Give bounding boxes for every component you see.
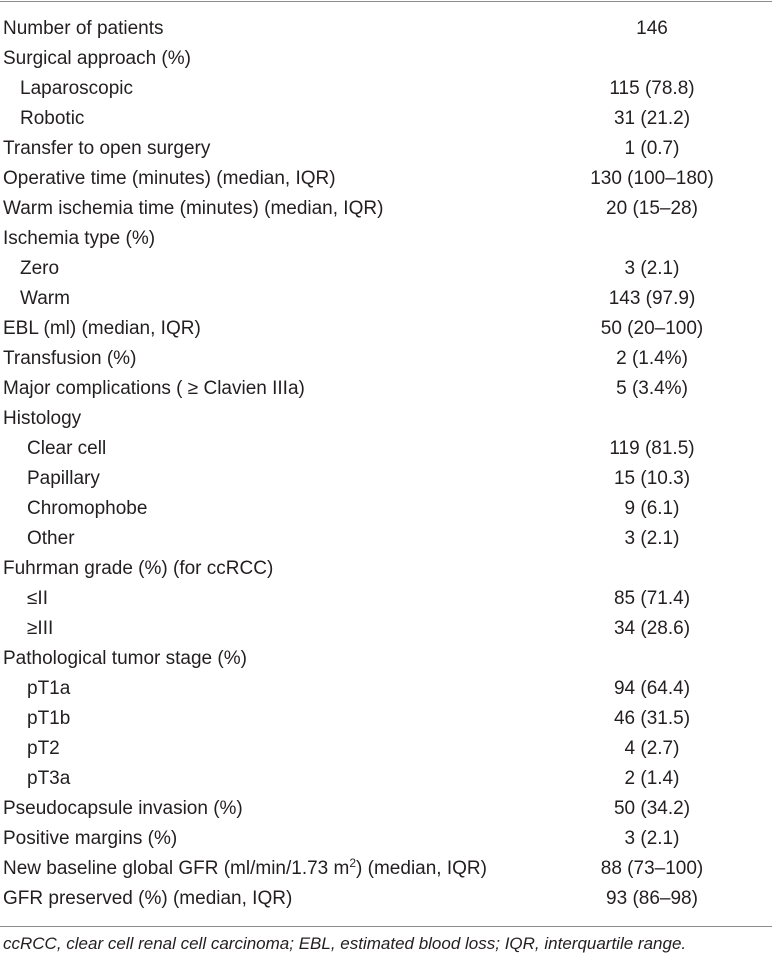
table-row xyxy=(0,314,772,344)
table-top-rule xyxy=(0,1,772,2)
row-value: 3 (2.1) xyxy=(624,258,680,279)
table-row xyxy=(0,584,772,614)
table-row xyxy=(0,344,772,374)
row-label: Pseudocapsule invasion (%) xyxy=(3,798,243,819)
row-value: 3 (2.1) xyxy=(624,828,680,849)
row-value: 5 (3.4%) xyxy=(616,378,688,399)
table-row xyxy=(0,164,772,194)
row-value: 85 (71.4) xyxy=(613,588,691,609)
row-value: 88 (73–100) xyxy=(600,858,704,879)
row-label: Warm xyxy=(20,288,70,309)
table-row xyxy=(0,224,772,254)
table-row xyxy=(0,14,772,44)
row-value: 115 (78.8) xyxy=(609,78,695,99)
row-label: Pathological tumor stage (%) xyxy=(3,648,247,669)
row-label: Robotic xyxy=(20,108,85,129)
row-label xyxy=(0,854,522,884)
table-footnote: ccRCC, clear cell renal cell carcinoma; EBL, estimated blood loss; IQR, interquartile range. xyxy=(3,934,687,953)
table-row xyxy=(0,794,772,824)
row-label: Surgical approach (%) xyxy=(3,48,191,69)
row-value: 20 (15–28) xyxy=(606,198,698,219)
table-row xyxy=(0,764,772,794)
table-row xyxy=(0,134,772,164)
row-label-text: New baseline global GFR (ml/min/1.73 m xyxy=(3,858,350,879)
table-row xyxy=(0,524,772,554)
row-value: 143 (97.9) xyxy=(608,288,696,309)
row-value: 15 (10.3) xyxy=(613,468,691,489)
table-row xyxy=(0,464,772,494)
row-label: Zero xyxy=(20,258,60,279)
row-value: 94 (64.4) xyxy=(613,678,691,699)
table-row xyxy=(0,734,772,764)
row-value: 130 (100–180) xyxy=(590,168,714,189)
row-value: 93 (86–98) xyxy=(606,888,698,909)
row-label: Operative time (minutes) (median, IQR) xyxy=(3,168,336,189)
row-value xyxy=(522,44,772,74)
table-body xyxy=(0,14,772,914)
table-row xyxy=(0,74,772,104)
table-row xyxy=(0,434,772,464)
table-bottom-rule xyxy=(0,926,772,927)
row-label: Transfer to open surgery xyxy=(3,138,211,159)
row-label-text: ) (median, IQR) xyxy=(356,858,487,879)
table-row xyxy=(0,854,772,884)
row-label: Major complications ( ≥ Clavien IIIa) xyxy=(3,378,305,399)
row-label: pT2 xyxy=(27,738,60,759)
row-label: pT3a xyxy=(27,768,71,789)
table-row xyxy=(0,374,772,404)
row-value: 9 (6.1) xyxy=(624,498,680,519)
row-label: Clear cell xyxy=(27,438,107,459)
table-row xyxy=(0,254,772,284)
row-value: 146 xyxy=(636,18,668,39)
row-label: pT1a xyxy=(27,678,71,699)
row-label: Chromophobe xyxy=(27,498,148,519)
table-row xyxy=(0,644,772,674)
row-label: EBL (ml) (median, IQR) xyxy=(3,318,201,339)
row-value: 34 (28.6) xyxy=(613,618,691,639)
row-value xyxy=(522,404,772,434)
patient-characteristics-table xyxy=(0,14,772,914)
row-value: 46 (31.5) xyxy=(613,708,691,729)
row-value: 1 (0.7) xyxy=(624,138,680,159)
row-label: ≤II xyxy=(27,588,48,609)
row-label: Ischemia type (%) xyxy=(3,228,156,249)
table-row xyxy=(0,284,772,314)
row-label: Other xyxy=(27,528,75,549)
table-row xyxy=(0,104,772,134)
row-value: 50 (20–100) xyxy=(600,318,704,339)
table-row xyxy=(0,704,772,734)
row-value xyxy=(522,224,772,254)
row-value xyxy=(522,644,772,674)
row-label: pT1b xyxy=(27,708,71,729)
table-row xyxy=(0,44,772,74)
table-row xyxy=(0,824,772,854)
table-row xyxy=(0,884,772,914)
row-value: 31 (21.2) xyxy=(613,108,691,129)
row-value: 2 (1.4%) xyxy=(616,348,688,369)
row-value: 50 (34.2) xyxy=(613,798,691,819)
row-value: 3 (2.1) xyxy=(624,528,680,549)
table-row xyxy=(0,494,772,524)
row-label-superscript: 2 xyxy=(349,856,357,870)
row-value: 4 (2.7) xyxy=(624,738,680,759)
row-label: Number of patients xyxy=(3,18,164,39)
table-row xyxy=(0,554,772,584)
row-label: Histology xyxy=(3,408,82,429)
row-label: Fuhrman grade (%) (for ccRCC) xyxy=(3,558,274,579)
table-row xyxy=(0,194,772,224)
table-row xyxy=(0,404,772,434)
table-row xyxy=(0,674,772,704)
row-value: 2 (1.4) xyxy=(624,768,680,789)
row-label: ≥III xyxy=(27,618,54,639)
row-value: 119 (81.5) xyxy=(609,438,695,459)
table-row xyxy=(0,614,772,644)
row-value xyxy=(522,554,772,584)
row-label: Transfusion (%) xyxy=(3,348,137,369)
row-label: Laparoscopic xyxy=(20,78,134,99)
row-label: Papillary xyxy=(27,468,100,489)
row-label: Warm ischemia time (minutes) (median, IQR) xyxy=(3,198,384,219)
row-label: Positive margins (%) xyxy=(3,828,178,849)
row-label: GFR preserved (%) (median, IQR) xyxy=(3,888,293,909)
